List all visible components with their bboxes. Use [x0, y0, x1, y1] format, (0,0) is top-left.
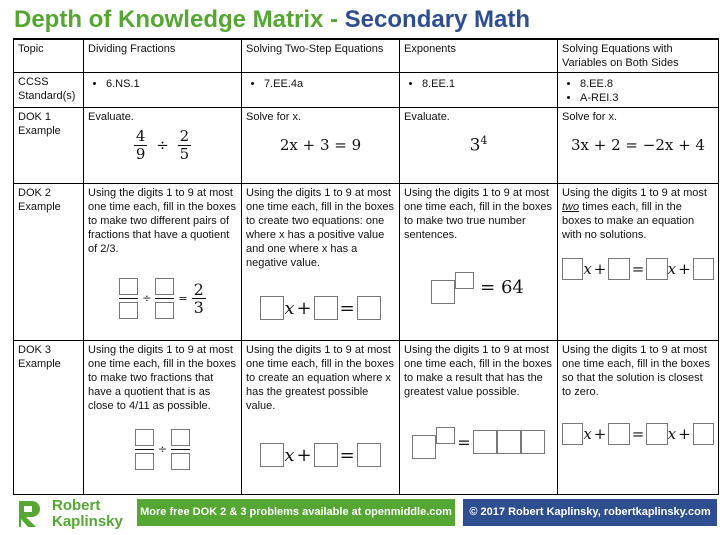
- dok2-cell: [558, 184, 719, 341]
- dok1-cell: [84, 108, 242, 184]
- dok2-cell: [84, 184, 242, 341]
- openmiddle-banner[interactable]: More free DOK 2 & 3 problems available at openmiddle.com: [137, 499, 455, 526]
- answer-box: [171, 453, 190, 470]
- dok1-cell: [558, 108, 719, 184]
- dok3-expression: ÷: [88, 429, 237, 470]
- answer-box: [562, 258, 583, 280]
- answer-box: [562, 423, 583, 445]
- ccss-label: CCSS Standard(s): [14, 73, 84, 108]
- title-main: Depth of Knowledge Matrix: [14, 6, 324, 33]
- dok2-expression: x + =: [246, 296, 395, 320]
- dok-matrix-table: [13, 38, 719, 495]
- dok3-prompt: Using the digits 1 to 9 at most one time each, fill in the boxes so that the solution is closest to zero.: [562, 344, 710, 398]
- dok2-cell: [242, 184, 400, 341]
- standard-item: • 8.EE.8: [580, 77, 714, 91]
- dok1-prompt: Evaluate.: [404, 111, 450, 123]
- dok1-expression: 3x + 2 = −2x + 4: [571, 136, 705, 154]
- topic-row: [14, 39, 719, 73]
- page-title: [14, 4, 530, 36]
- standard-item: • 7.EE.4a: [264, 77, 395, 91]
- dok2-prompt: Using the digits 1 to 9 at most one time each, fill in the boxes to make two true number sentences.: [404, 187, 552, 241]
- dok3-row: [14, 341, 719, 495]
- dok1-label: DOK 1 Example: [14, 108, 84, 184]
- dok2-prompt: Using the digits 1 to 9 at most one time each, fill in the boxes to create two equations: one where x has a positive value and one where x has a negative value.: [246, 187, 394, 269]
- dok2-cell: [400, 184, 558, 341]
- dok3-prompt: Using the digits 1 to 9 at most one time each, fill in the boxes to make a result that has the greatest value possible.: [404, 344, 552, 398]
- dok3-cell: [242, 341, 400, 495]
- standards-cell: [84, 73, 242, 108]
- standard-item: • 6.NS.1: [106, 77, 237, 91]
- answer-box: [119, 278, 138, 295]
- answer-box: [171, 429, 190, 446]
- dok3-cell: [400, 341, 558, 495]
- answer-box: [260, 443, 284, 467]
- answer-box: [455, 272, 474, 289]
- answer-box: [260, 296, 284, 320]
- dok1-prompt: Solve for x.: [246, 111, 302, 123]
- dok2-label: DOK 2 Example: [14, 184, 84, 341]
- dok2-expression: = 64: [404, 270, 553, 304]
- dok3-cell: [558, 341, 719, 495]
- answer-box: [693, 423, 714, 445]
- answer-box: [357, 296, 381, 320]
- answer-box: [314, 296, 338, 320]
- answer-box: [521, 430, 545, 454]
- dok1-prompt: Solve for x.: [562, 111, 618, 123]
- answer-box: [412, 435, 436, 459]
- topic-cell: Exponents: [400, 39, 558, 73]
- logo-line1: Robert: [52, 497, 101, 514]
- standard-item: • 8.EE.1: [422, 77, 553, 91]
- answer-box: [135, 453, 154, 470]
- ccss-row: [14, 73, 719, 108]
- topic-cell: Solving Equations with Variables on Both Sides: [558, 39, 719, 73]
- answer-box: [646, 423, 667, 445]
- answer-box: [119, 302, 138, 319]
- standards-cell: [400, 73, 558, 108]
- dok2-prompt: Using the digits 1 to 9 at most two times each, fill in the boxes to make an equation with no solutions.: [562, 187, 707, 241]
- standards-cell: [242, 73, 400, 108]
- copyright-banner[interactable]: © 2017 Robert Kaplinsky, robertkaplinsky.com: [463, 499, 717, 526]
- dok1-row: [14, 108, 719, 184]
- dok1-cell: [242, 108, 400, 184]
- answer-box: [608, 258, 629, 280]
- dok3-label: DOK 3 Example: [14, 341, 84, 495]
- dok1-expression: 2x + 3 = 9: [279, 136, 362, 154]
- answer-box: [314, 443, 338, 467]
- dok2-prompt: Using the digits 1 to 9 at most one time each, fill in the boxes to make two different pairs of fractions that have a quotient of 2/3.: [88, 187, 236, 255]
- answer-box: [608, 423, 629, 445]
- answer-box: [473, 430, 497, 454]
- answer-box: [155, 302, 174, 319]
- dok3-expression: x + = x +: [562, 423, 714, 445]
- answer-box: [646, 258, 667, 280]
- answer-box: [431, 280, 455, 304]
- topic-cell: Solving Two-Step Equations: [242, 39, 400, 73]
- topic-cell: Dividing Fractions: [84, 39, 242, 73]
- standard-item: • A-REI.3: [580, 91, 714, 105]
- dok2-expression: x + = x +: [562, 258, 714, 280]
- dok3-prompt: Using the digits 1 to 9 at most one time each, fill in the boxes to make two fractions that have a quotient that is as close to 4/11 as possible.: [88, 344, 236, 412]
- answer-box: [357, 443, 381, 467]
- answer-box: [693, 258, 714, 280]
- r-logo-icon: [16, 499, 44, 529]
- dok3-prompt: Using the digits 1 to 9 at most one time each, fill in the boxes to create an equation where x has the greatest possible value.: [246, 344, 394, 412]
- answer-box: [155, 278, 174, 295]
- topic-label: Topic: [14, 39, 84, 73]
- dok1-expression: $3^4$: [469, 134, 488, 156]
- dok3-expression: =: [404, 425, 553, 459]
- dok3-expression: x + =: [246, 443, 395, 467]
- standards-cell: [558, 73, 719, 108]
- answer-box: [436, 427, 455, 444]
- logo-line2: Kaplinsky: [52, 513, 123, 530]
- dok1-expression: $\frac{4}{9}$ ÷ $\frac{2}{5}$: [135, 127, 190, 163]
- dok2-row: [14, 184, 719, 341]
- dok1-cell: [400, 108, 558, 184]
- dok3-cell: [84, 341, 242, 495]
- answer-box: [497, 430, 521, 454]
- dok1-prompt: Evaluate.: [88, 111, 134, 123]
- answer-box: [135, 429, 154, 446]
- robert-kaplinsky-logo: [14, 496, 132, 532]
- dok2-expression: ÷ = $\frac{2}{3}$: [88, 278, 237, 319]
- title-separator: -: [323, 6, 345, 33]
- title-subject: Secondary Math: [344, 6, 531, 33]
